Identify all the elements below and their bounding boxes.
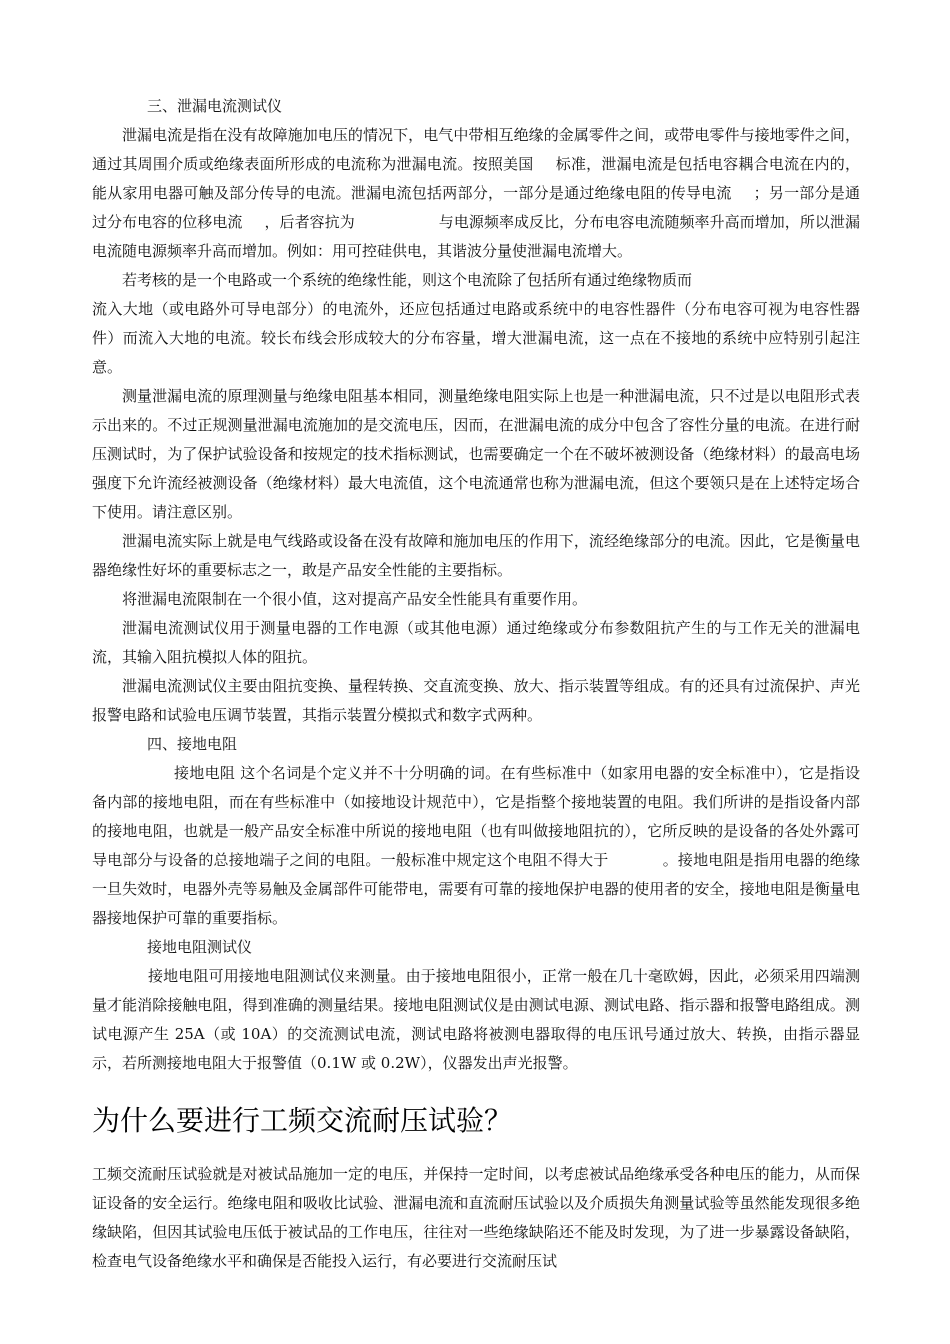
section-heading-leakage: 三、泄漏电流测试仪 [147,97,283,115]
text-run: ；另一部分是通过分布电容的位移电流 [92,184,860,231]
paragraph-leakage-meaning: 泄漏电流实际上就是电气线路或设备在没有故障和施加电压的作用下，流经绝缘部分的电流。因此，它是衡量电器绝缘性好坏的重要标志之一，敢是产品安全性能的主要指标。 [92,532,860,579]
paragraph-leakage-definition [92,121,860,266]
paragraph-measurement-principle: 测量泄漏电流的原理测量与绝缘电阻基本相同，测量绝缘电阻实际上也是一种泄漏电流，只不过是以电阻形式表示出来的。不过正规测量泄漏电流施加的是交流电压，因而，在泄漏电流的成分中包含了容性分量的电流。在进行耐压测试时，为了保护试验设备和按规定的技术指标测试，也需要确定一个在不破坏被测设备（绝缘材料）的最高电场强度下允许流经被测设备（绝缘材料）最大电流值，这个电流通常也称为泄漏电流，但这个要领只是在上述特定场合下使用。请注意区别。 [92,387,860,521]
paragraph-insulation-continuation: 流入大地（或电路外可导电部分）的电流外，还应包括通过电路或系统中的电容性器件（分布电容可视为电容性器件）而流入大地的电流。较长布线会形成较大的分布容量，增大泄漏电流，这一点在不接地的系统中应特别引起注意。 [92,300,860,376]
text-run: ，后者容抗为 [264,213,355,231]
paragraph-insulation-first-line: 若考核的是一个电路或一个系统的绝缘性能，则这个电流除了包括所有通过绝缘物质而 [122,271,693,289]
paragraph-tester-purpose: 泄漏电流测试仪用于测量电器的工作电源（或其他电源）通过绝缘或分布参数阻抗产生的与工作无关的泄漏电流，其输入阻抗模拟人体的阻抗。 [92,619,860,666]
text-run: 这个名词是个定义并不十分明确的词。在有些标准中（如家用电器的安全标准中），它是指设备内部的接地电阻，而在有些标准中（如接地设计规范中），它是指整个接地装置的电阻。我们所讲的是指设备内部的接地电阻，也就是一般产品安全标准中所说的接地电阻（也有叫做接地阻抗的），它所反映的是设备的各处外露可导电部分与设备的总接地端子之间的电阻。一般标准中规定这个电阻不得大于 [92,764,860,869]
text-run: 泄漏电流是指在没有故障施加电压的情况下，电气中带相互绝缘的金属零件之间，或带电零件与接地零件之间，通过其周围介质或绝缘表面所形成的电流称为泄漏电流。按照美国 [92,126,860,173]
paragraph-power-frequency-test: 工频交流耐压试验就是对被试品施加一定的电压，并保持一定时间，以考虑被试品绝缘承受各种电压的能力，从而保证设备的安全运行。绝缘电阻和吸收比试验、泄漏电流和直流耐压试验以及介质损失角测量试验等虽然能发现很多绝缘缺陷，但因其试验电压低于被试品的工作电压，往往对一些绝缘缺陷还不能及时发现，为了进一步暴露设备缺陷，检查电气设备绝缘水平和确保是否能投入运行，有必要进行交流耐压试 [92,1165,860,1270]
text-run: 接地电阻 [174,764,236,782]
text-run: 。接地电阻是指用电器的绝缘一旦失效时，电器外壳等易触及金属部件可能带电，需要有可靠的接地保护电器的使用者的安全，接地电阻是衡量电器接地保护可靠的重要指标。 [92,851,860,927]
paragraph-grounding-tester: 接地电阻可用接地电阻测试仪来测量。由于接地电阻很小，正常一般在几十毫欧姆，因此，必须采用四端测量才能消除接触电阻，得到准确的测量结果。接地电阻测试仪是由测试电源、测试电路、指示器和报警电路组成。测试电源产生 25A（或 10A）的交流测试电流，测试电路将被测电器取得的电压讯号通过放大、转换，由指示器显示，若所测接地电阻大于报警值（0.1W 或 0.2W），仪器发出声光报警。 [92,967,860,1072]
paragraph-limit-value: 将泄漏电流限制在一个很小值，这对提高产品安全性能具有重要作用。 [122,590,588,608]
text-run: 与电源频率成反比，分布电容电流随频率升高而增加，所以泄漏电流随电源频率升高而增加。例如：用可控硅供电，其谐波分量使泄漏电流增大。 [92,213,860,260]
page-title: 为什么要进行工频交流耐压试验？ [92,1104,513,1137]
paragraph-grounding-definition [92,759,860,933]
sub-heading-grounding-tester: 接地电阻测试仪 [147,938,253,956]
text-run: 标准，泄漏电流是包括电容耦合电流在内的，能从家用电器可触及部分传导的电流。泄漏电流包括两部分，一部分是通过绝缘电阻的传导电流 [92,155,860,202]
paragraph-tester-components: 泄漏电流测试仪主要由阻抗变换、量程转换、交直流变换、放大、指示装置等组成。有的还具有过流保护、声光报警电路和试验电压调节装置，其指示装置分模拟式和数字式两种。 [92,677,860,724]
section-heading-grounding: 四、接地电阻 [147,735,238,753]
document-page [92,92,860,1276]
